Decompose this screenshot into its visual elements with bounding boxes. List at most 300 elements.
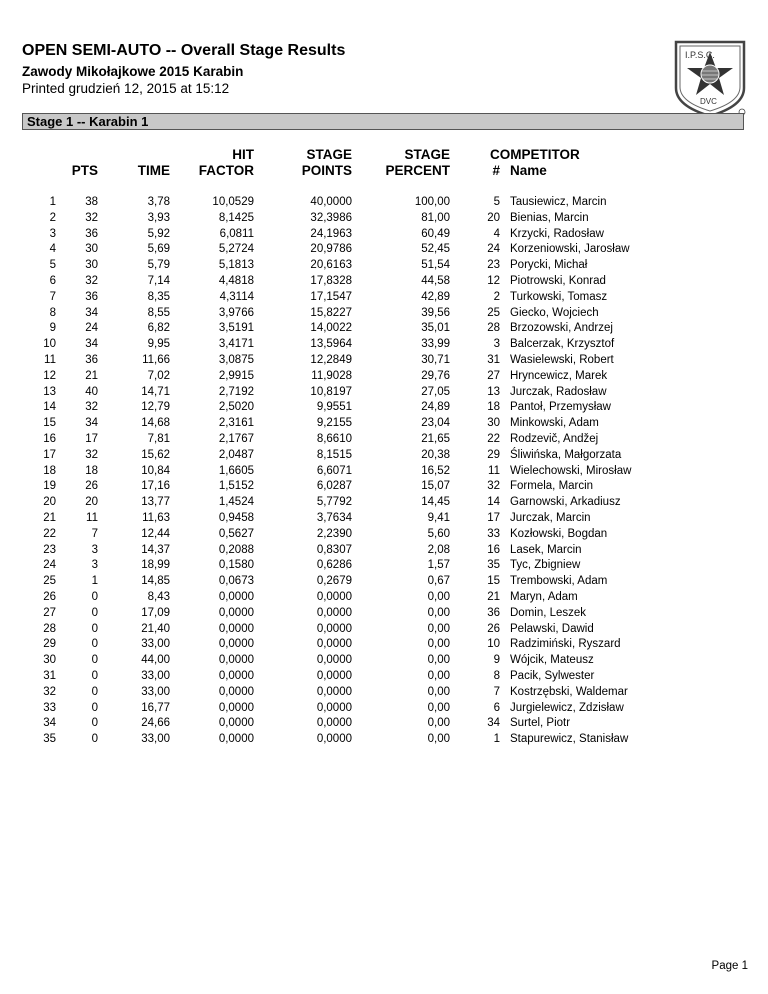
competitor-number-cell: 32 (487, 480, 500, 493)
competitor-name-cell: Garnowski, Arkadiusz (510, 496, 621, 509)
stage-points-cell: 13,5964 (310, 338, 352, 351)
competitor-number-cell: 24 (487, 243, 500, 256)
time-cell: 8,43 (147, 591, 170, 603)
table-row (0, 226, 768, 242)
competitor-name-cell: Bienias, Marcin (510, 211, 589, 224)
competitor-name-cell: Radzimiński, Ryszard (510, 638, 621, 651)
hit-factor-cell: 0,0000 (218, 685, 254, 698)
pts-cell: 0 (91, 670, 98, 682)
competitor-name-cell: Śliwińska, Małgorzata (510, 448, 622, 461)
competitor-number-cell: 15 (487, 575, 500, 588)
table-row (0, 463, 768, 479)
place-cell: 24 (43, 559, 56, 572)
competitor-number-cell: 28 (487, 322, 500, 335)
place-cell: 23 (43, 543, 56, 556)
time-cell: 15,62 (141, 448, 170, 461)
logo-text-dvc: DVC (700, 97, 717, 106)
place-cell: 2 (49, 211, 56, 224)
table-row (0, 510, 768, 526)
pts-cell: 7 (91, 527, 98, 540)
competitor-name-cell: Surtel, Piotr (510, 717, 571, 730)
hit-factor-cell: 0,0000 (218, 670, 254, 682)
competitor-number-cell: 21 (487, 591, 500, 603)
report-title: OPEN SEMI-AUTO -- Overall Stage Results (22, 42, 346, 59)
time-cell: 9,95 (147, 338, 170, 351)
hit-factor-cell: 10,0529 (212, 196, 254, 208)
stage-percent-cell: 0,00 (427, 654, 450, 667)
pts-cell: 36 (85, 290, 98, 303)
hit-factor-cell: 2,9915 (218, 369, 254, 382)
competitor-number-cell: 11 (488, 464, 500, 477)
competitor-name-cell: Jurgielewicz, Zdzisław (510, 701, 624, 714)
competitor-name-cell: Trembowski, Adam (510, 575, 608, 588)
time-cell: 3,78 (147, 196, 170, 208)
stage-percent-cell: 0,00 (427, 670, 450, 682)
pts-cell: 36 (85, 227, 98, 240)
hit-factor-cell: 0,1580 (218, 559, 254, 572)
competitor-number-cell: 1 (493, 733, 500, 746)
competitor-name-cell: Minkowski, Adam (510, 417, 599, 430)
stage-points-cell: 0,0000 (316, 670, 352, 682)
stage-points-cell: 0,0000 (316, 622, 352, 635)
competitor-name-cell: Krzycki, Radosław (510, 227, 604, 240)
stage-percent-cell: 5,60 (427, 527, 450, 540)
stage-points-cell: 0,8307 (316, 543, 352, 556)
stage-percent-cell: 1,57 (427, 559, 450, 572)
competitor-name-cell: Hryncewicz, Marek (510, 369, 608, 382)
stage-percent-cell: 0,00 (427, 591, 450, 603)
pts-cell: 36 (85, 354, 98, 366)
stage-points-cell: 8,1515 (316, 448, 352, 461)
stage-points-cell: 0,0000 (316, 717, 352, 730)
place-cell: 10 (43, 338, 56, 351)
table-row (0, 684, 768, 700)
competitor-number-cell: 25 (487, 306, 500, 319)
competitor-header: COMPETITOR (490, 147, 580, 162)
stage-percent-cell: 9,41 (427, 512, 450, 524)
table-row (0, 431, 768, 447)
stage-percent-cell: 23,04 (421, 417, 450, 430)
place-cell: 26 (43, 591, 56, 603)
place-cell: 28 (43, 622, 56, 635)
competitor-name-cell: Stapurewicz, Stanisław (510, 733, 629, 746)
competitor-name-cell: Wasielewski, Robert (510, 354, 614, 366)
place-cell: 22 (43, 527, 56, 540)
time-cell: 33,00 (141, 638, 170, 651)
stage-percent-cell: 0,00 (427, 638, 450, 651)
time-cell: 6,82 (147, 322, 170, 335)
competitor-name-cell: Piotrowski, Konrad (510, 275, 606, 287)
stage-points-cell: 2,2390 (316, 527, 352, 540)
time-cell: 7,14 (147, 275, 170, 287)
competitor-number-cell: 12 (487, 275, 500, 287)
competitor-name-cell: Lasek, Marcin (510, 543, 582, 556)
pts-cell: 30 (85, 259, 98, 272)
competitor-name-cell: Pacik, Sylwester (510, 670, 595, 682)
time-cell: 12,79 (141, 401, 170, 414)
place-cell: 1 (49, 196, 56, 208)
time-cell: 5,69 (147, 243, 170, 256)
pts-cell: 0 (91, 733, 98, 746)
competitor-number-cell: 13 (487, 385, 500, 398)
table-row (0, 700, 768, 716)
hit-factor-cell: 3,0875 (218, 354, 254, 366)
table-row (0, 320, 768, 336)
time-cell: 5,92 (147, 227, 170, 240)
stage-percent-cell: 14,45 (421, 496, 450, 509)
time-cell: 24,66 (141, 717, 170, 730)
time-cell: 14,71 (141, 385, 170, 398)
competitor-number-cell: 20 (487, 211, 500, 224)
hit-factor-cell: 0,0000 (218, 733, 254, 746)
table-row (0, 447, 768, 463)
table-row (0, 494, 768, 510)
place-cell: 3 (49, 227, 56, 240)
competitor-name-cell: Balcerzak, Krzysztof (510, 338, 615, 351)
hit-factor-cell: 2,3161 (218, 417, 254, 430)
competitor-name-cell: Wielechowski, Mirosław (510, 464, 632, 477)
competitor-name-cell: Domin, Leszek (510, 606, 587, 619)
stage-percent-cell: 35,01 (421, 322, 450, 335)
place-cell: 32 (43, 685, 56, 698)
hit-factor-cell: 6,0811 (219, 227, 254, 240)
pts-cell: 32 (85, 211, 98, 224)
stage-percent-cell: 0,67 (427, 575, 450, 588)
stage-title-bar: Stage 1 -- Karabin 1 (22, 113, 744, 130)
pts-cell: 3 (91, 543, 98, 556)
hit-factor-cell: 0,0000 (218, 606, 254, 619)
stage-percent-cell: 0,00 (427, 717, 450, 730)
pts-cell: 20 (85, 496, 98, 509)
time-cell: 13,77 (141, 496, 170, 509)
hit-factor-header-line1: HIT (232, 147, 254, 162)
table-row (0, 573, 768, 589)
time-header: TIME (137, 163, 170, 178)
stage-percent-cell: 2,08 (427, 543, 450, 556)
hit-factor-cell: 1,6605 (218, 464, 254, 477)
competitor-number-cell: 22 (487, 433, 500, 445)
pts-cell: 21 (85, 369, 98, 382)
place-cell: 34 (43, 717, 56, 730)
printed-date: Printed grudzień 12, 2015 at 15:12 (22, 81, 230, 96)
stage-percent-cell: 33,99 (421, 338, 450, 351)
pts-cell: 24 (85, 322, 98, 335)
place-cell: 29 (43, 638, 56, 651)
time-cell: 5,79 (147, 259, 170, 272)
stage-points-cell: 6,6071 (316, 464, 352, 477)
pts-header: PTS (71, 163, 98, 178)
table-row (0, 605, 768, 621)
time-cell: 44,00 (141, 654, 170, 667)
table-row (0, 731, 768, 747)
place-cell: 30 (43, 654, 56, 667)
competitor-number-cell: 4 (493, 227, 500, 240)
competitor-number-cell: 14 (487, 496, 500, 509)
pts-cell: 0 (91, 701, 98, 714)
table-row (0, 305, 768, 321)
stage-percent-cell: 60,49 (421, 227, 450, 240)
stage-percent-cell: 81,00 (421, 211, 450, 224)
stage-percent-cell: 0,00 (427, 606, 450, 619)
competitor-number-cell: 36 (487, 606, 500, 619)
ipsc-logo (672, 38, 748, 118)
pts-cell: 32 (85, 448, 98, 461)
competitor-name-cell: Brzozowski, Andrzej (510, 322, 613, 335)
time-cell: 17,09 (141, 606, 170, 619)
hit-factor-cell: 0,9458 (218, 512, 254, 524)
pts-cell: 0 (91, 622, 98, 635)
pts-cell: 30 (85, 243, 98, 256)
table-row (0, 210, 768, 226)
stage-percent-cell: 21,65 (421, 433, 450, 445)
hit-factor-cell: 2,7192 (218, 385, 254, 398)
table-row (0, 621, 768, 637)
stage-points-cell: 9,9551 (316, 401, 352, 414)
hit-factor-cell: 4,4818 (218, 275, 254, 287)
stage-percent-cell: 0,00 (427, 622, 450, 635)
competitor-number-cell: 29 (487, 448, 500, 461)
competitor-number-cell: 30 (487, 417, 500, 430)
place-cell: 8 (49, 306, 56, 319)
hit-factor-cell: 4,3114 (219, 290, 254, 303)
stage-percent-cell: 39,56 (421, 306, 450, 319)
stage-points-cell: 0,0000 (316, 685, 352, 698)
pts-cell: 18 (85, 464, 98, 477)
stage-points-header-line2: POINTS (301, 163, 352, 178)
name-header: Name (510, 163, 547, 178)
competitor-number-cell: 2 (493, 290, 500, 303)
stage-points-cell: 3,7634 (316, 512, 352, 524)
place-cell: 6 (49, 275, 56, 287)
time-cell: 14,85 (141, 575, 170, 588)
place-cell: 14 (43, 401, 56, 414)
hit-factor-cell: 0,0000 (218, 717, 254, 730)
place-cell: 17 (43, 448, 56, 461)
table-row (0, 652, 768, 668)
place-cell: 21 (43, 512, 56, 524)
stage-percent-cell: 100,00 (414, 196, 450, 208)
stage-points-cell: 32,3986 (310, 211, 352, 224)
competitor-number-cell: 8 (493, 670, 500, 682)
stage-points-cell: 14,0022 (310, 322, 352, 335)
logo-text-ipsc: I.P.S.C. (685, 50, 715, 60)
competitor-number-cell: 10 (487, 638, 500, 651)
competitor-number-cell: 5 (493, 196, 500, 208)
hit-factor-cell: 0,2088 (218, 543, 254, 556)
pts-cell: 26 (85, 480, 98, 493)
competitor-name-cell: Pantoł, Przemysław (510, 401, 611, 414)
place-cell: 15 (43, 417, 56, 430)
competitor-number-cell: 17 (487, 512, 500, 524)
hit-factor-cell: 8,1425 (218, 211, 254, 224)
place-cell: 16 (43, 433, 56, 445)
stage-points-cell: 0,0000 (316, 701, 352, 714)
pts-cell: 0 (91, 685, 98, 698)
competitor-number-cell: 9 (493, 654, 500, 667)
page-number: Page 1 (711, 960, 748, 972)
pts-cell: 11 (86, 512, 98, 524)
place-cell: 7 (49, 290, 56, 303)
competitor-name-cell: Formela, Marcin (510, 480, 594, 493)
stage-percent-cell: 52,45 (421, 243, 450, 256)
stage-percent-cell: 15,07 (421, 480, 450, 493)
stage-points-cell: 8,6610 (316, 433, 352, 445)
match-name: Zawody Mikołajkowe 2015 Karabin (22, 64, 244, 79)
place-cell: 31 (43, 670, 56, 682)
pts-cell: 3 (91, 559, 98, 572)
hit-factor-cell: 5,2724 (218, 243, 254, 256)
table-row (0, 668, 768, 684)
time-cell: 11,63 (142, 512, 170, 524)
place-cell: 19 (43, 480, 56, 493)
table-row (0, 241, 768, 257)
time-cell: 33,00 (141, 733, 170, 746)
place-cell: 11 (44, 354, 56, 366)
competitor-name-cell: Turkowski, Tomasz (510, 290, 608, 303)
stage-percent-cell: 0,00 (427, 733, 450, 746)
time-cell: 10,84 (141, 464, 170, 477)
pts-cell: 17 (85, 433, 98, 445)
stage-points-cell: 11,9028 (311, 369, 352, 382)
place-cell: 5 (49, 259, 56, 272)
place-cell: 25 (43, 575, 56, 588)
competitor-name-cell: Rodzevič, Andžej (510, 433, 599, 445)
place-cell: 9 (49, 322, 56, 335)
stage-points-cell: 17,8328 (310, 275, 352, 287)
place-cell: 18 (43, 464, 56, 477)
stage-points-cell: 24,1963 (310, 227, 352, 240)
stage-percent-cell: 30,71 (421, 354, 450, 366)
table-row (0, 715, 768, 731)
stage-points-cell: 6,0287 (316, 480, 352, 493)
competitor-name-cell: Giecko, Wojciech (510, 306, 599, 319)
competitor-name-cell: Jurczak, Marcin (510, 512, 591, 524)
competitor-name-cell: Jurczak, Radosław (510, 385, 607, 398)
time-cell: 12,44 (141, 527, 170, 540)
competitor-name-cell: Kostrzębski, Waldemar (510, 685, 628, 698)
table-row (0, 526, 768, 542)
stage-percent-cell: 24,89 (421, 401, 450, 414)
table-row (0, 478, 768, 494)
time-cell: 14,37 (141, 543, 170, 556)
pts-cell: 32 (85, 401, 98, 414)
stage-points-cell: 12,2849 (310, 354, 352, 366)
hit-factor-cell: 0,0000 (218, 638, 254, 651)
competitor-name-cell: Porycki, Michał (510, 259, 588, 272)
table-row (0, 194, 768, 210)
competitor-number-cell: 34 (487, 717, 500, 730)
table-row (0, 273, 768, 289)
stage-percent-cell: 42,89 (421, 290, 450, 303)
hit-factor-cell: 0,0000 (218, 701, 254, 714)
stage-percent-cell: 0,00 (427, 701, 450, 714)
competitor-number-cell: 3 (493, 338, 500, 351)
stage-points-cell: 20,9786 (310, 243, 352, 256)
competitor-number-cell: 33 (487, 527, 500, 540)
pts-cell: 0 (91, 654, 98, 667)
time-cell: 17,16 (141, 480, 170, 493)
stage-points-cell: 10,8197 (310, 385, 352, 398)
competitor-number-cell: 26 (487, 622, 500, 635)
time-cell: 8,35 (147, 290, 170, 303)
stage-percent-cell: 0,00 (427, 685, 450, 698)
pts-cell: 34 (85, 306, 98, 319)
place-cell: 33 (43, 701, 56, 714)
stage-points-cell: 0,0000 (316, 591, 352, 603)
table-row (0, 589, 768, 605)
stage-points-cell: 0,2679 (316, 575, 352, 588)
table-row (0, 399, 768, 415)
stage-points-cell: 20,6163 (310, 259, 352, 272)
place-cell: 35 (43, 733, 56, 746)
pts-cell: 1 (91, 575, 98, 588)
hit-factor-cell: 2,5020 (218, 401, 254, 414)
time-cell: 8,55 (147, 306, 170, 319)
pts-cell: 0 (91, 606, 98, 619)
stage-points-cell: 0,0000 (316, 654, 352, 667)
competitor-name-cell: Tausiewicz, Marcin (510, 196, 607, 208)
competitor-name-cell: Wójcik, Mateusz (510, 654, 594, 667)
competitor-number-cell: 27 (487, 369, 500, 382)
place-cell: 12 (43, 369, 56, 382)
competitor-name-cell: Maryn, Adam (510, 591, 578, 603)
hit-factor-cell: 1,4524 (218, 496, 254, 509)
hit-factor-cell: 2,0487 (218, 448, 254, 461)
pts-cell: 32 (85, 275, 98, 287)
pts-cell: 0 (91, 638, 98, 651)
competitor-number-cell: 35 (487, 559, 500, 572)
time-cell: 14,68 (141, 417, 170, 430)
competitor-number-cell: 7 (493, 685, 500, 698)
time-cell: 33,00 (141, 685, 170, 698)
stage-percent-header-line2: PERCENT (385, 163, 450, 178)
stage-points-cell: 9,2155 (316, 417, 352, 430)
time-cell: 7,02 (147, 369, 170, 382)
time-cell: 3,93 (147, 211, 170, 224)
competitor-number-cell: 31 (487, 354, 500, 366)
pts-cell: 40 (85, 385, 98, 398)
stage-percent-cell: 16,52 (421, 464, 450, 477)
competitor-number-cell: 23 (487, 259, 500, 272)
table-row (0, 289, 768, 305)
hit-factor-cell: 3,9766 (218, 306, 254, 319)
place-cell: 13 (43, 385, 56, 398)
competitor-number-cell: 18 (487, 401, 500, 414)
place-cell: 4 (49, 243, 56, 256)
stage-points-cell: 15,8227 (310, 306, 352, 319)
stage-percent-cell: 27,05 (421, 385, 450, 398)
stage-points-cell: 0,6286 (316, 559, 352, 572)
place-cell: 20 (43, 496, 56, 509)
stage-percent-header-line1: STAGE (404, 147, 450, 162)
hit-factor-header-line2: FACTOR (198, 163, 254, 178)
table-row (0, 415, 768, 431)
hit-factor-cell: 0,0000 (218, 591, 254, 603)
time-cell: 11,66 (142, 354, 170, 366)
hit-factor-cell: 0,5627 (218, 527, 254, 540)
time-cell: 21,40 (141, 622, 170, 635)
time-cell: 16,77 (141, 701, 170, 714)
competitor-name-cell: Kozłowski, Bogdan (510, 527, 608, 540)
hit-factor-cell: 5,1813 (218, 259, 254, 272)
hit-factor-cell: 1,5152 (218, 480, 254, 493)
stage-points-cell: 5,7792 (316, 496, 352, 509)
stage-points-cell: 40,0000 (310, 196, 352, 208)
table-row (0, 257, 768, 273)
competitor-name-cell: Korzeniowski, Jarosław (510, 243, 630, 256)
pts-cell: 0 (91, 591, 98, 603)
pts-cell: 0 (91, 717, 98, 730)
